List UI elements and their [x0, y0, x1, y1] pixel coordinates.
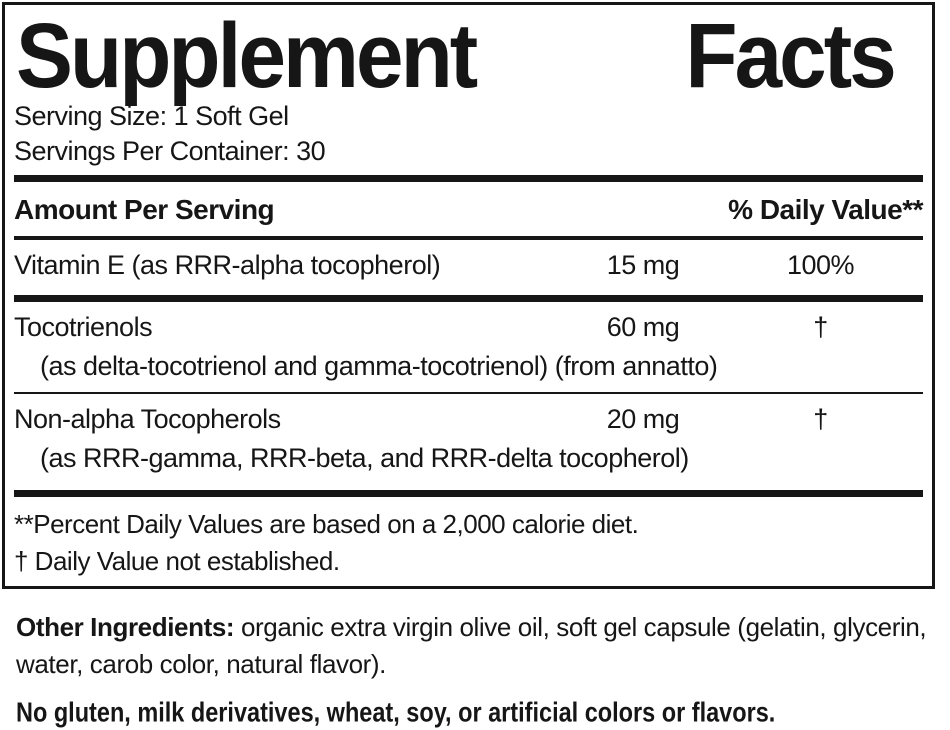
serving-size-line: Serving Size: 1 Soft Gel [14, 101, 289, 131]
nutrient-amount: 60 mg [606, 312, 680, 342]
nutrient-amount: 20 mg [606, 404, 680, 434]
nutrient-daily-value: 100% [786, 250, 855, 280]
amount-per-serving-header: Amount Per Serving [14, 194, 275, 225]
footnote-daily-values: **Percent Daily Values are based on a 2,000 calorie diet. [14, 509, 639, 539]
thick-divider-bottom [14, 490, 923, 497]
nutrient-detail-non-alpha-tocopherols: (as RRR-gamma, RRR-beta, and RRR-delta tocopherol) [40, 443, 689, 473]
allergen-statement: No gluten, milk derivatives, wheat, soy, or artificial colors or flavors. [16, 697, 776, 728]
panel-title [14, 3, 896, 107]
nutrient-row-vitamin-e [14, 240, 923, 289]
other-ingredients-text: organic extra virgin olive oil, soft gel capsule (gelatin, glycerin, water, carob color, natural flavor). [16, 612, 927, 679]
nutrient-detail-tocotrienols: (as delta-tocotrienol and gamma-tocotrienol) (from annatto) [40, 351, 718, 381]
column-header-row [14, 182, 923, 236]
nutrient-daily-value: † [813, 404, 828, 434]
daily-value-header: % Daily Value** [728, 194, 923, 225]
nutrient-amount: 15 mg [606, 250, 680, 280]
panel-title-word-facts: Facts [685, 3, 894, 107]
nutrient-row-non-alpha-tocopherols [14, 394, 923, 443]
other-ingredients-label: Other Ingredients: [16, 612, 235, 642]
thick-divider-top [14, 175, 923, 182]
other-ingredients-paragraph [16, 609, 931, 683]
panel-title-word-supplement: Supplement [15, 3, 476, 107]
supplement-facts-panel [2, 2, 935, 589]
supplement-label-page [0, 2, 950, 728]
nutrient-row-tocotrienols [14, 302, 923, 351]
footnote-dagger: † Daily Value not established. [14, 546, 340, 576]
nutrient-name: Non-alpha Tocopherols [14, 404, 281, 434]
nutrient-name: Vitamin E (as RRR-alpha tocopherol) [14, 250, 441, 280]
nutrient-name: Tocotrienols [14, 312, 153, 342]
nutrient-daily-value: † [813, 312, 828, 342]
servings-per-container-line: Servings Per Container: 30 [14, 136, 326, 166]
thick-divider-middle [14, 295, 923, 302]
